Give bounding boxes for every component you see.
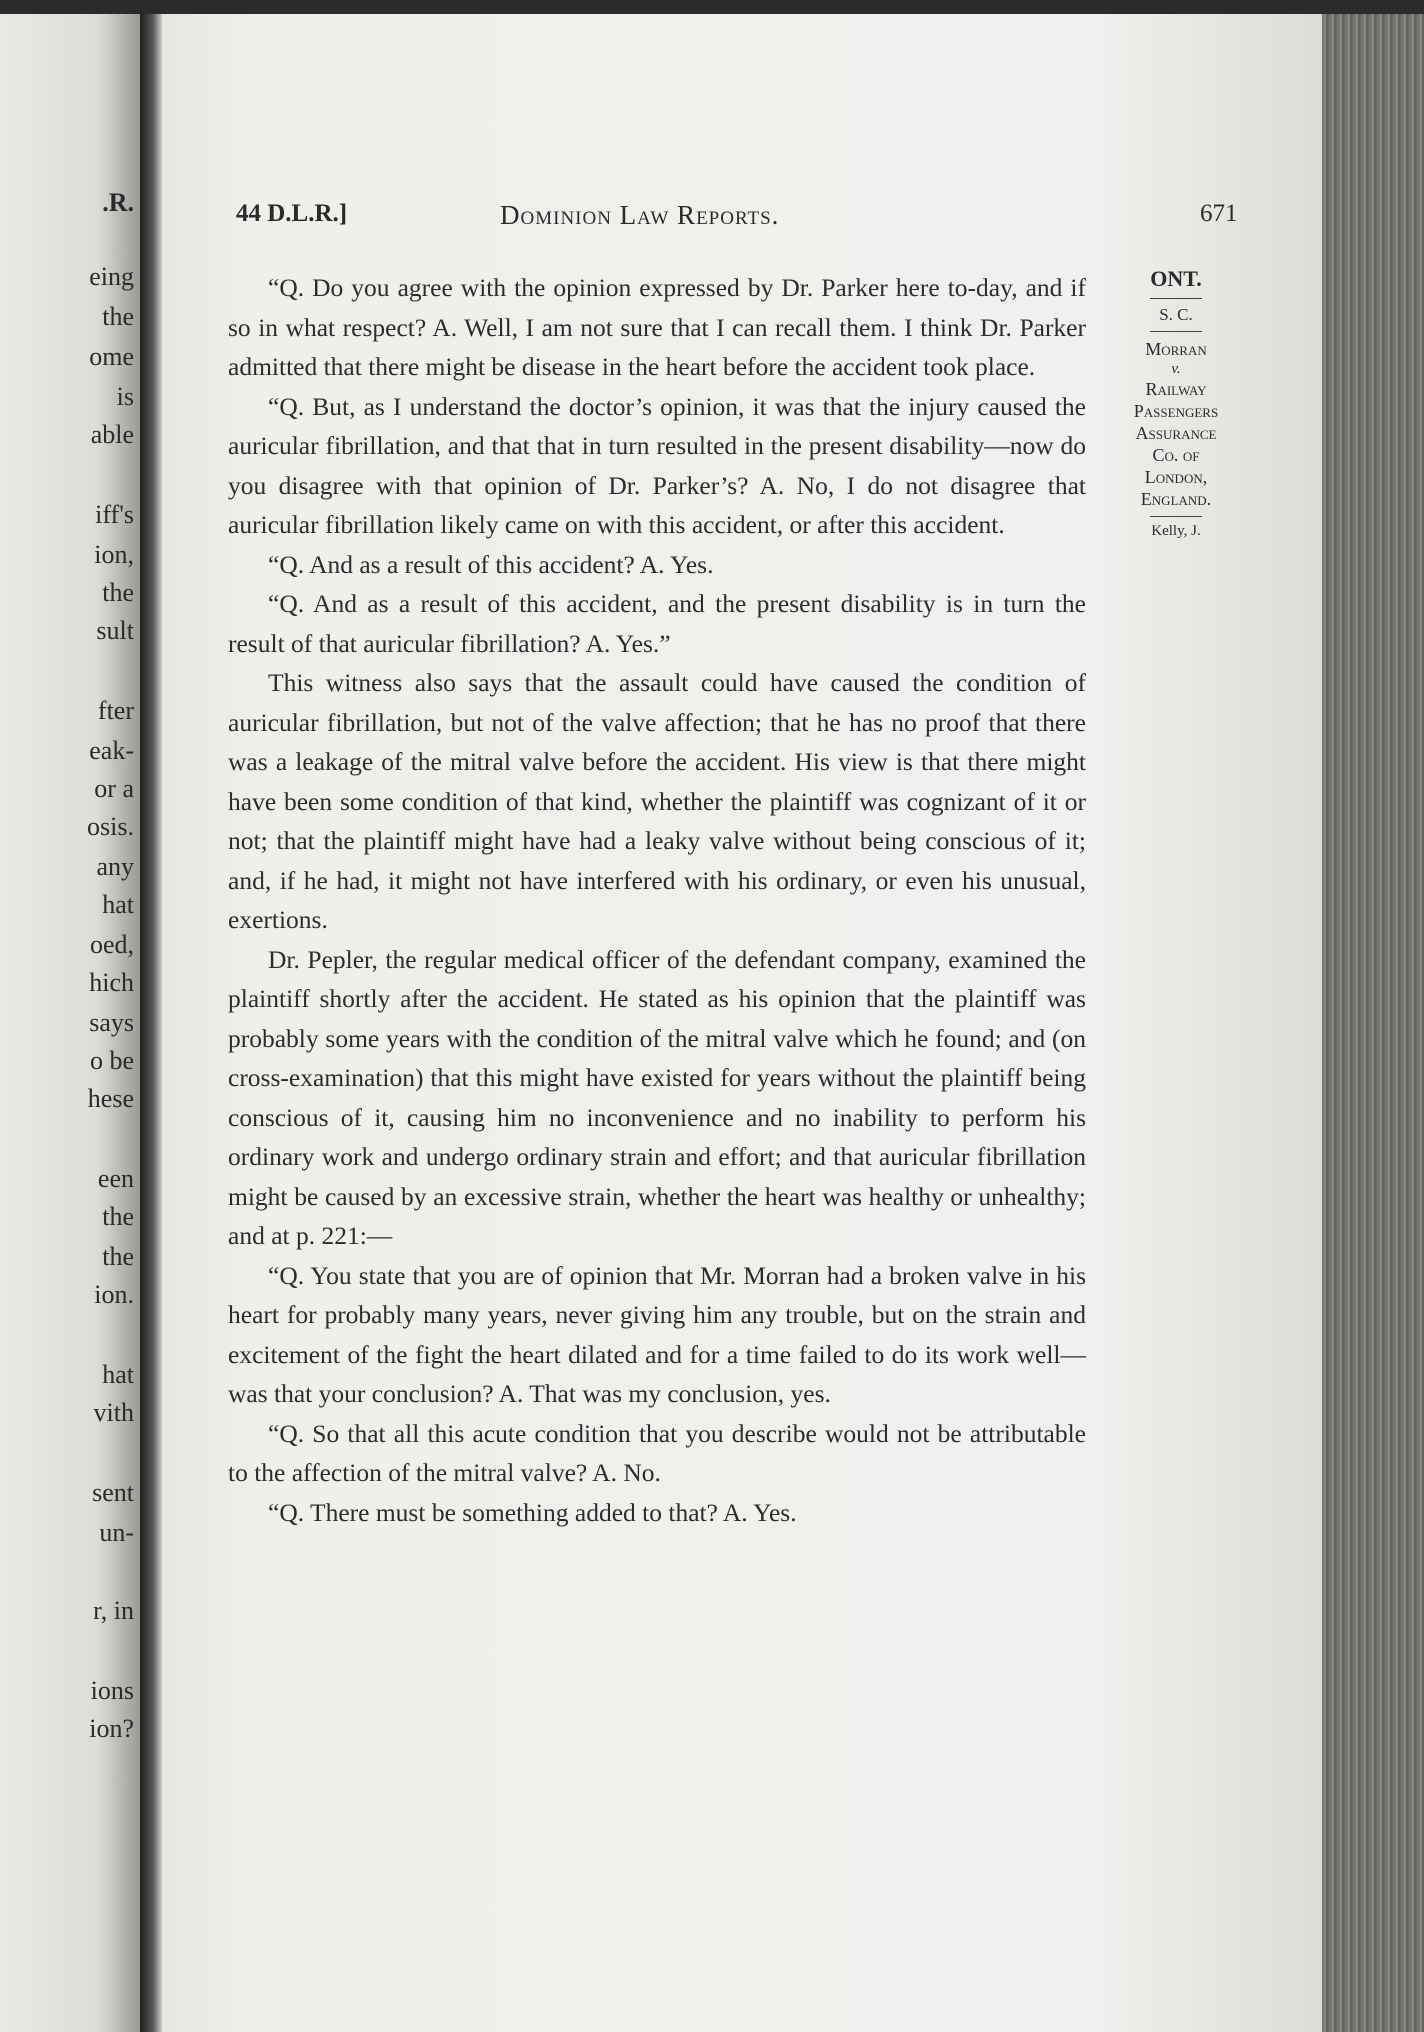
left-fragment: the <box>102 1202 134 1231</box>
left-fragment: the <box>102 578 134 607</box>
left-fragment: ome <box>89 342 134 371</box>
margin-party-defendant: England. <box>1140 489 1212 509</box>
left-fragment: sent <box>92 1478 134 1507</box>
left-fragment: ion, <box>94 540 134 569</box>
margin-party-defendant: London, <box>1144 467 1208 487</box>
volume-reference: 44 D.L.R.] <box>236 200 348 227</box>
book-gutter <box>140 0 162 2032</box>
paragraph: “Q. But, as I understand the doctor’s opinion, it was that the injury caused the auricular fibrillation, and that that in turn resulted in the present disability—now do you disagree with that opinion of Dr. Parker’s? A. No, I do not disagree that auricular fibrillation likely came on with this accident, or after this accident. <box>228 391 1086 539</box>
left-fragment: eing <box>89 262 134 291</box>
margin-rule <box>1150 298 1202 299</box>
left-fragment: the <box>102 1242 134 1271</box>
running-title: Dominion Law Reports. <box>500 200 780 230</box>
left-fragment: or a <box>94 774 134 803</box>
margin-party-defendant: Assurance <box>1135 423 1217 443</box>
left-fragment: able <box>90 420 134 449</box>
paragraph: This witness also says that the assault could have caused the condition of auricular fibrillation, but not of the valve affection; that he has no proof that there was a leakage of the mitral valve before the accident. His view is that there might have been some condition of that kind, whether the plaintiff was cognizant of it or not; that the plaintiff might have had a leaky valve without being conscious of it; and, if he had, it might not have interfered with his ordinary, or even his unusual, exertions. <box>228 668 1086 934</box>
left-fragment: ions <box>90 1676 134 1705</box>
margin-rule <box>1150 331 1202 332</box>
left-fragment: osis. <box>87 812 134 841</box>
page-edges <box>1322 0 1424 2032</box>
left-fragment: fter <box>97 696 134 725</box>
paragraph: “Q. You state that you are of opinion that Mr. Morran had a broken valve in his heart for probably many years, never giving him any trouble, but on the strain and excitement of the fight the heart dilated and for a time failed to do its work well—was that your conclusion? A. That was my conclusion, yes. <box>228 1260 1086 1408</box>
left-fragment: hese <box>87 1084 134 1113</box>
page-number: 671 <box>1200 200 1238 227</box>
paragraph: “Q. Do you agree with the opinion expressed by Dr. Parker here to-day, and if so in what respect? A. Well, I am not sure that I can recall them. I think Dr. Parker admitted that there might be disease in the heart before the accident took place. <box>228 273 1086 381</box>
left-fragment: ion. <box>94 1280 134 1309</box>
paragraph: “Q. There must be something added to that? A. Yes. <box>268 1497 797 1527</box>
margin-note <box>1108 266 1244 540</box>
margin-party-defendant: Passengers <box>1133 401 1219 421</box>
left-fragment: .R. <box>102 188 134 217</box>
margin-versus: v. <box>1171 361 1181 377</box>
facing-page-edge <box>0 0 140 2032</box>
left-fragment: hat <box>102 1360 134 1389</box>
paragraph: “Q. And as a result of this accident? A. Yes. <box>268 549 714 579</box>
left-fragment: un- <box>99 1518 134 1547</box>
left-fragment: any <box>96 852 134 881</box>
margin-party-defendant: Railway <box>1145 379 1207 399</box>
margin-court: S. C. <box>1159 305 1193 324</box>
left-fragment: sult <box>96 616 134 645</box>
left-fragment: hat <box>102 890 134 919</box>
left-fragment: eak- <box>89 736 134 765</box>
paragraph: “Q. And as a result of this accident, and the present disability is in turn the result of that auricular fibrillation? A. Yes.” <box>228 589 1086 658</box>
left-fragment: iff's <box>95 500 134 529</box>
left-fragment: r, in <box>93 1596 134 1625</box>
left-fragment: says <box>89 1008 134 1037</box>
margin-judge: Kelly, J. <box>1151 523 1201 539</box>
margin-rule <box>1150 516 1202 517</box>
margin-party-defendant: Co. of <box>1152 445 1200 465</box>
margin-party-plaintiff: Morran <box>1145 339 1207 359</box>
scan-border <box>0 0 1424 14</box>
left-fragment: ion? <box>89 1714 134 1743</box>
left-fragment: o be <box>89 1046 134 1075</box>
paragraph: “Q. So that all this acute condition that you describe would not be attributable to the affection of the mitral valve? A. No. <box>228 1418 1086 1487</box>
paragraph: Dr. Pepler, the regular medical officer of the defendant company, examined the plaintiff shortly after the accident. He stated as his opinion that the plaintiff was probably some years with the condition of the mitral valve which he found; and (on cross-examination) that this might have existed for years without the plaintiff being conscious of it, causing him no inconvenience and no inability to perform his ordinary work and undergo ordinary strain and effort; and that auricular fibrillation might be caused by an excessive strain, whether the heart was healthy or unhealthy; and at p. 221:— <box>228 944 1086 1250</box>
body-text <box>228 268 1086 1532</box>
left-fragment: hich <box>89 968 134 997</box>
left-fragment: the <box>102 302 134 331</box>
left-fragment: een <box>97 1164 134 1193</box>
margin-province: ONT. <box>1150 266 1202 291</box>
left-fragment: oed, <box>89 930 134 959</box>
left-fragment: is <box>116 382 134 411</box>
left-fragment: vith <box>93 1398 134 1427</box>
